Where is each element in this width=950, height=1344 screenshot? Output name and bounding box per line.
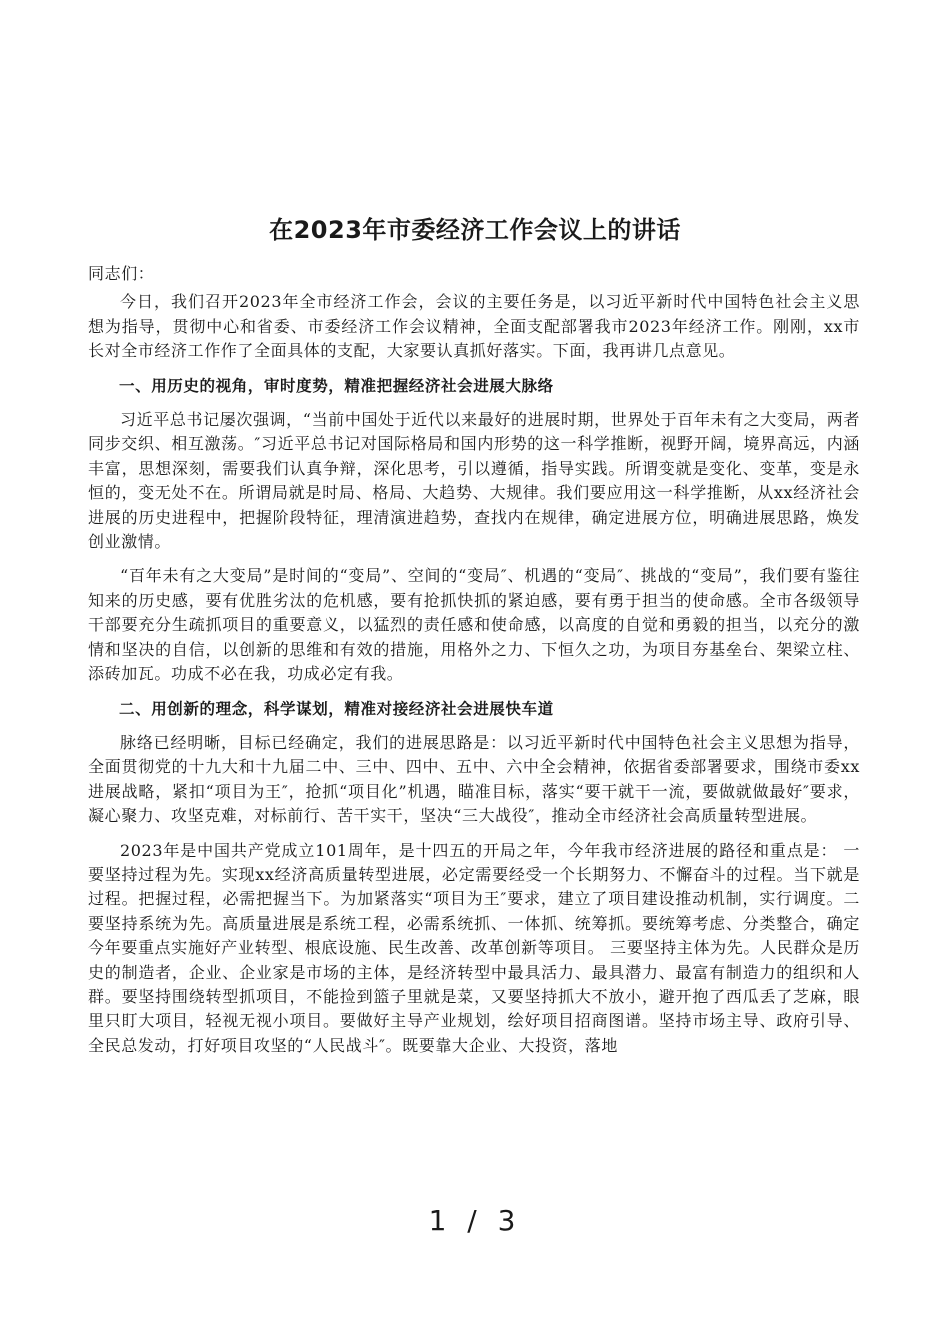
section-heading-1: 一、用历史的视角，审时度势，精准把握经济社会进展大脉络 xyxy=(119,376,554,395)
paragraph-section2-a: 脉络已经明晰，目标已经确定，我们的进展思路是：以习近平新时代中国特色社会主义思想为指导，全面贯彻党的十九大和十九届二中、三中、四中、五中、六中全会精神，依据省委部署要求，围绕市委xx进展战略，紧扣“项目为王″，抢抓“项目化”机遇，瞄准目标，落实“要干就干一流，要做就做最好″要求，凝心聚力、攻坚克难，对标前行、苦干实干，坚决“三大战役″，推动全市经济社会高质量转型进展。 xyxy=(88,732,860,826)
paragraph-intro: 今日，我们召开2023年全市经济工作会，会议的主要任务是，以习近平新时代中国特色社会主义思想为指导，贯彻中心和省委、市委经济工作会议精神，全面支配部署我市2023年经济工作。刚刚，xx市长对全市经济工作作了全面具体的支配，大家要认真抓好落实。下面，我再讲几点意见。 xyxy=(88,292,860,361)
document-title: 在2023年市委经济工作会议上的讲话 xyxy=(269,216,681,244)
salutation: 同志们： xyxy=(88,264,155,283)
section-heading-2: 二、用创新的理念，科学谋划，精准对接经济社会进展快车道 xyxy=(119,699,554,718)
paragraph-section2-b: 2023年是中国共产党成立101周年，是十四五的开局之年，今年我市经济进展的路径和重点是： 一要坚持过程为先。实现xx经济高质量转型进展，必定需要经受一个长期努力、不懈奋斗的过程。当下就是过程。把握过程，必需把握当下。为加紧落实“项目为王″要求，建立了项目建设推动机制，实行调度。二要坚持系统为先。高质量进展是系统工程，必需系统抓、一体抓、统筹抓。要统筹考虑、分类整合，确定今年要重点实施好产业转型、根底设施、民生改善、改革创新等项目。 三要坚持主体为先。人民群众是历史的制造者，企业、企业家是市场的主体，是经济转型中最具活力、最具潜力、最富有制造力的组织和人群。要坚持围绕转型抓项目，不能捡到篮子里就是菜，又要坚持抓大不放小，避开抱了西瓜丢了芝麻，眼里只盯大项目，轻视无视小项目。要做好主导产业规划，绘好项目招商图谱。坚持市场主导、政府引导、全民总发动，打好项目攻坚的“人民战斗″。既要靠大企业、大投资，落地 xyxy=(88,840,860,1055)
page-number: 1 / 3 xyxy=(428,1204,522,1237)
document-body xyxy=(88,262,860,1068)
paragraph-section1-a: 习近平总书记屡次强调，“当前中国处于近代以来最好的进展时期，世界处于百年未有之大变局，两者同步交织、相互激荡。″习近平总书记对国际格局和国内形势的这一科学推断，视野开阔，境界高远，内涵丰富，思想深刻，需要我们认真争辩，深化思考，引以遵循，指导实践。所谓变就是变化、变革，变是永恒的，变无处不在。所谓局就是时局、格局、大趋势、大规律。我们要应用这一科学推断，从xx经济社会进展的历史进程中，把握阶段特征，理清演进趋势，查找内在规律，确定进展方位，明确进展思路，焕发创业激情。 xyxy=(88,410,860,552)
paragraph-section1-b: “百年未有之大变局”是时间的“变局”、空间的“变局″、机遇的“变局″、挑战的“变局”，我们要有鉴往知来的历史感，要有优胜劣汰的危机感，要有抢抓快抓的紧迫感，要有勇于担当的使命感。全市各级领导干部要充分生疏抓项目的重要意义，以猛烈的责任感和使命感，以高度的自觉和勇毅的担当，以充分的激情和坚决的自信，以创新的思维和有效的措施，用格外之力、下恒久之功，为项目夯基垒台、架梁立柱、添砖加瓦。功成不必在我，功成必定有我。 xyxy=(88,566,860,684)
